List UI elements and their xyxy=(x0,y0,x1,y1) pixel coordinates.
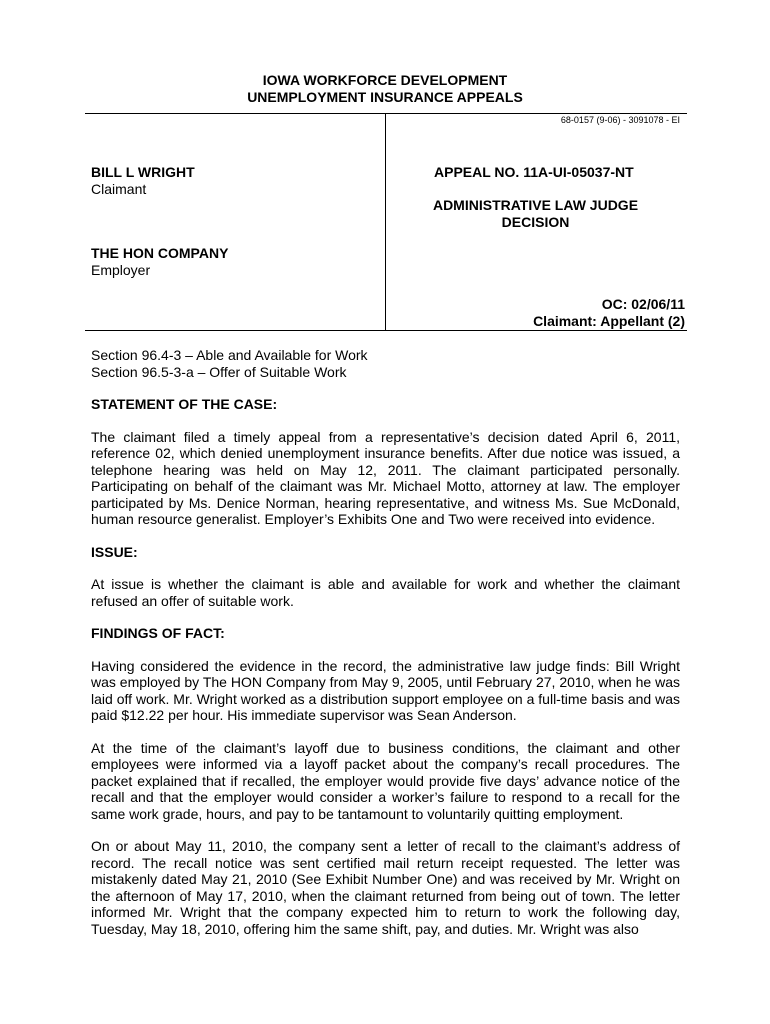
oc-date: OC: 02/06/11 xyxy=(601,296,685,312)
decision-title xyxy=(386,197,685,231)
caption-top-rule xyxy=(85,113,687,114)
employer-block xyxy=(91,245,228,279)
agency-heading xyxy=(85,72,685,106)
decision-body xyxy=(91,347,680,937)
findings-paragraph-2: At the time of the claimant’s layoff due to business conditions, the claimant and other employees were informed via a layoff packet about the company’s recall procedures. The packet explained that if recalled, the employer would provide five days’ advance notice of the recall and that the employer would consider a worker’s failure to respond to a recall for the same work grade, hours, and pay to be tantamount to voluntarily quitting employment. xyxy=(91,739,680,822)
section-cite-2: Section 96.5-3-a – Offer of Suitable Work xyxy=(91,363,347,380)
issue-paragraph: At issue is whether the claimant is able and available for work and whether the claimant refused an offer of suitable work. xyxy=(91,576,680,609)
appeal-number: APPEAL NO. 11A-UI-05037-NT xyxy=(434,164,634,180)
claimant-name: BILL L WRIGHT xyxy=(91,164,195,180)
agency-name: IOWA WORKFORCE DEVELOPMENT xyxy=(262,72,508,88)
decision-title-line1: ADMINISTRATIVE LAW JUDGE xyxy=(432,197,639,213)
decision-title-line2: DECISION xyxy=(501,214,570,230)
oc-block xyxy=(386,296,692,330)
findings-paragraph-3: On or about May 11, 2010, the company sent a letter of recall to the claimant’s address of record. The recall notice was sent certified mail return receipt requested. The letter was mistakenly dated May 21, 2010 (See Exhibit Number One) and was received by Mr. Wright on the afternoon of May 17, 2010, when the claimant returned from being out of town. The letter informed Mr. Wright that the company expected him to return to work the following day, Tuesday, May 18, 2010, offering him the same shift, pay, and duties. Mr. Wright was also xyxy=(91,838,680,937)
agency-division: UNEMPLOYMENT INSURANCE APPEALS xyxy=(247,89,523,105)
employer-name: THE HON COMPANY xyxy=(91,245,229,261)
claimant-block xyxy=(91,164,195,198)
findings-heading: FINDINGS OF FACT: xyxy=(91,625,225,641)
section-cite-1: Section 96.4-3 – Able and Available for Work xyxy=(91,347,368,363)
findings-paragraph-1: Having considered the evidence in the record, the administrative law judge finds: Bill Wright was employed by The HON Company from May 9, 2005, until February 27, 2010, when he was laid off work. Mr. Wright worked as a distribution support employee on a full-time basis and was paid $12.22 per hour. His immediate supervisor was Sean Anderson. xyxy=(91,657,680,723)
employer-role: Employer xyxy=(91,262,151,278)
form-number: 68-0157 (9-06) - 3091078 - EI xyxy=(560,115,680,125)
issue-heading: ISSUE: xyxy=(91,543,138,560)
caption-bottom-rule xyxy=(85,330,687,331)
statement-heading: STATEMENT OF THE CASE: xyxy=(91,396,278,412)
claimant-role: Claimant xyxy=(91,181,147,197)
appellant-status: Claimant: Appellant (2) xyxy=(533,313,685,329)
statement-paragraph: The claimant filed a timely appeal from a representative’s decision dated April 6, 2011, reference 02, which denied unemployment insurance benefits. After due notice was issued, a telephone hearing was held on May 12, 2011. The claimant participated personally. Participating on behalf of the claimant was Mr. Michael Motto, attorney at law. The employer participated by Ms. Denice Norman, hearing representative, and witness Ms. Sue McDonald, human resource generalist. Employer’s Exhibits One and Two were received into evidence. xyxy=(91,428,680,527)
